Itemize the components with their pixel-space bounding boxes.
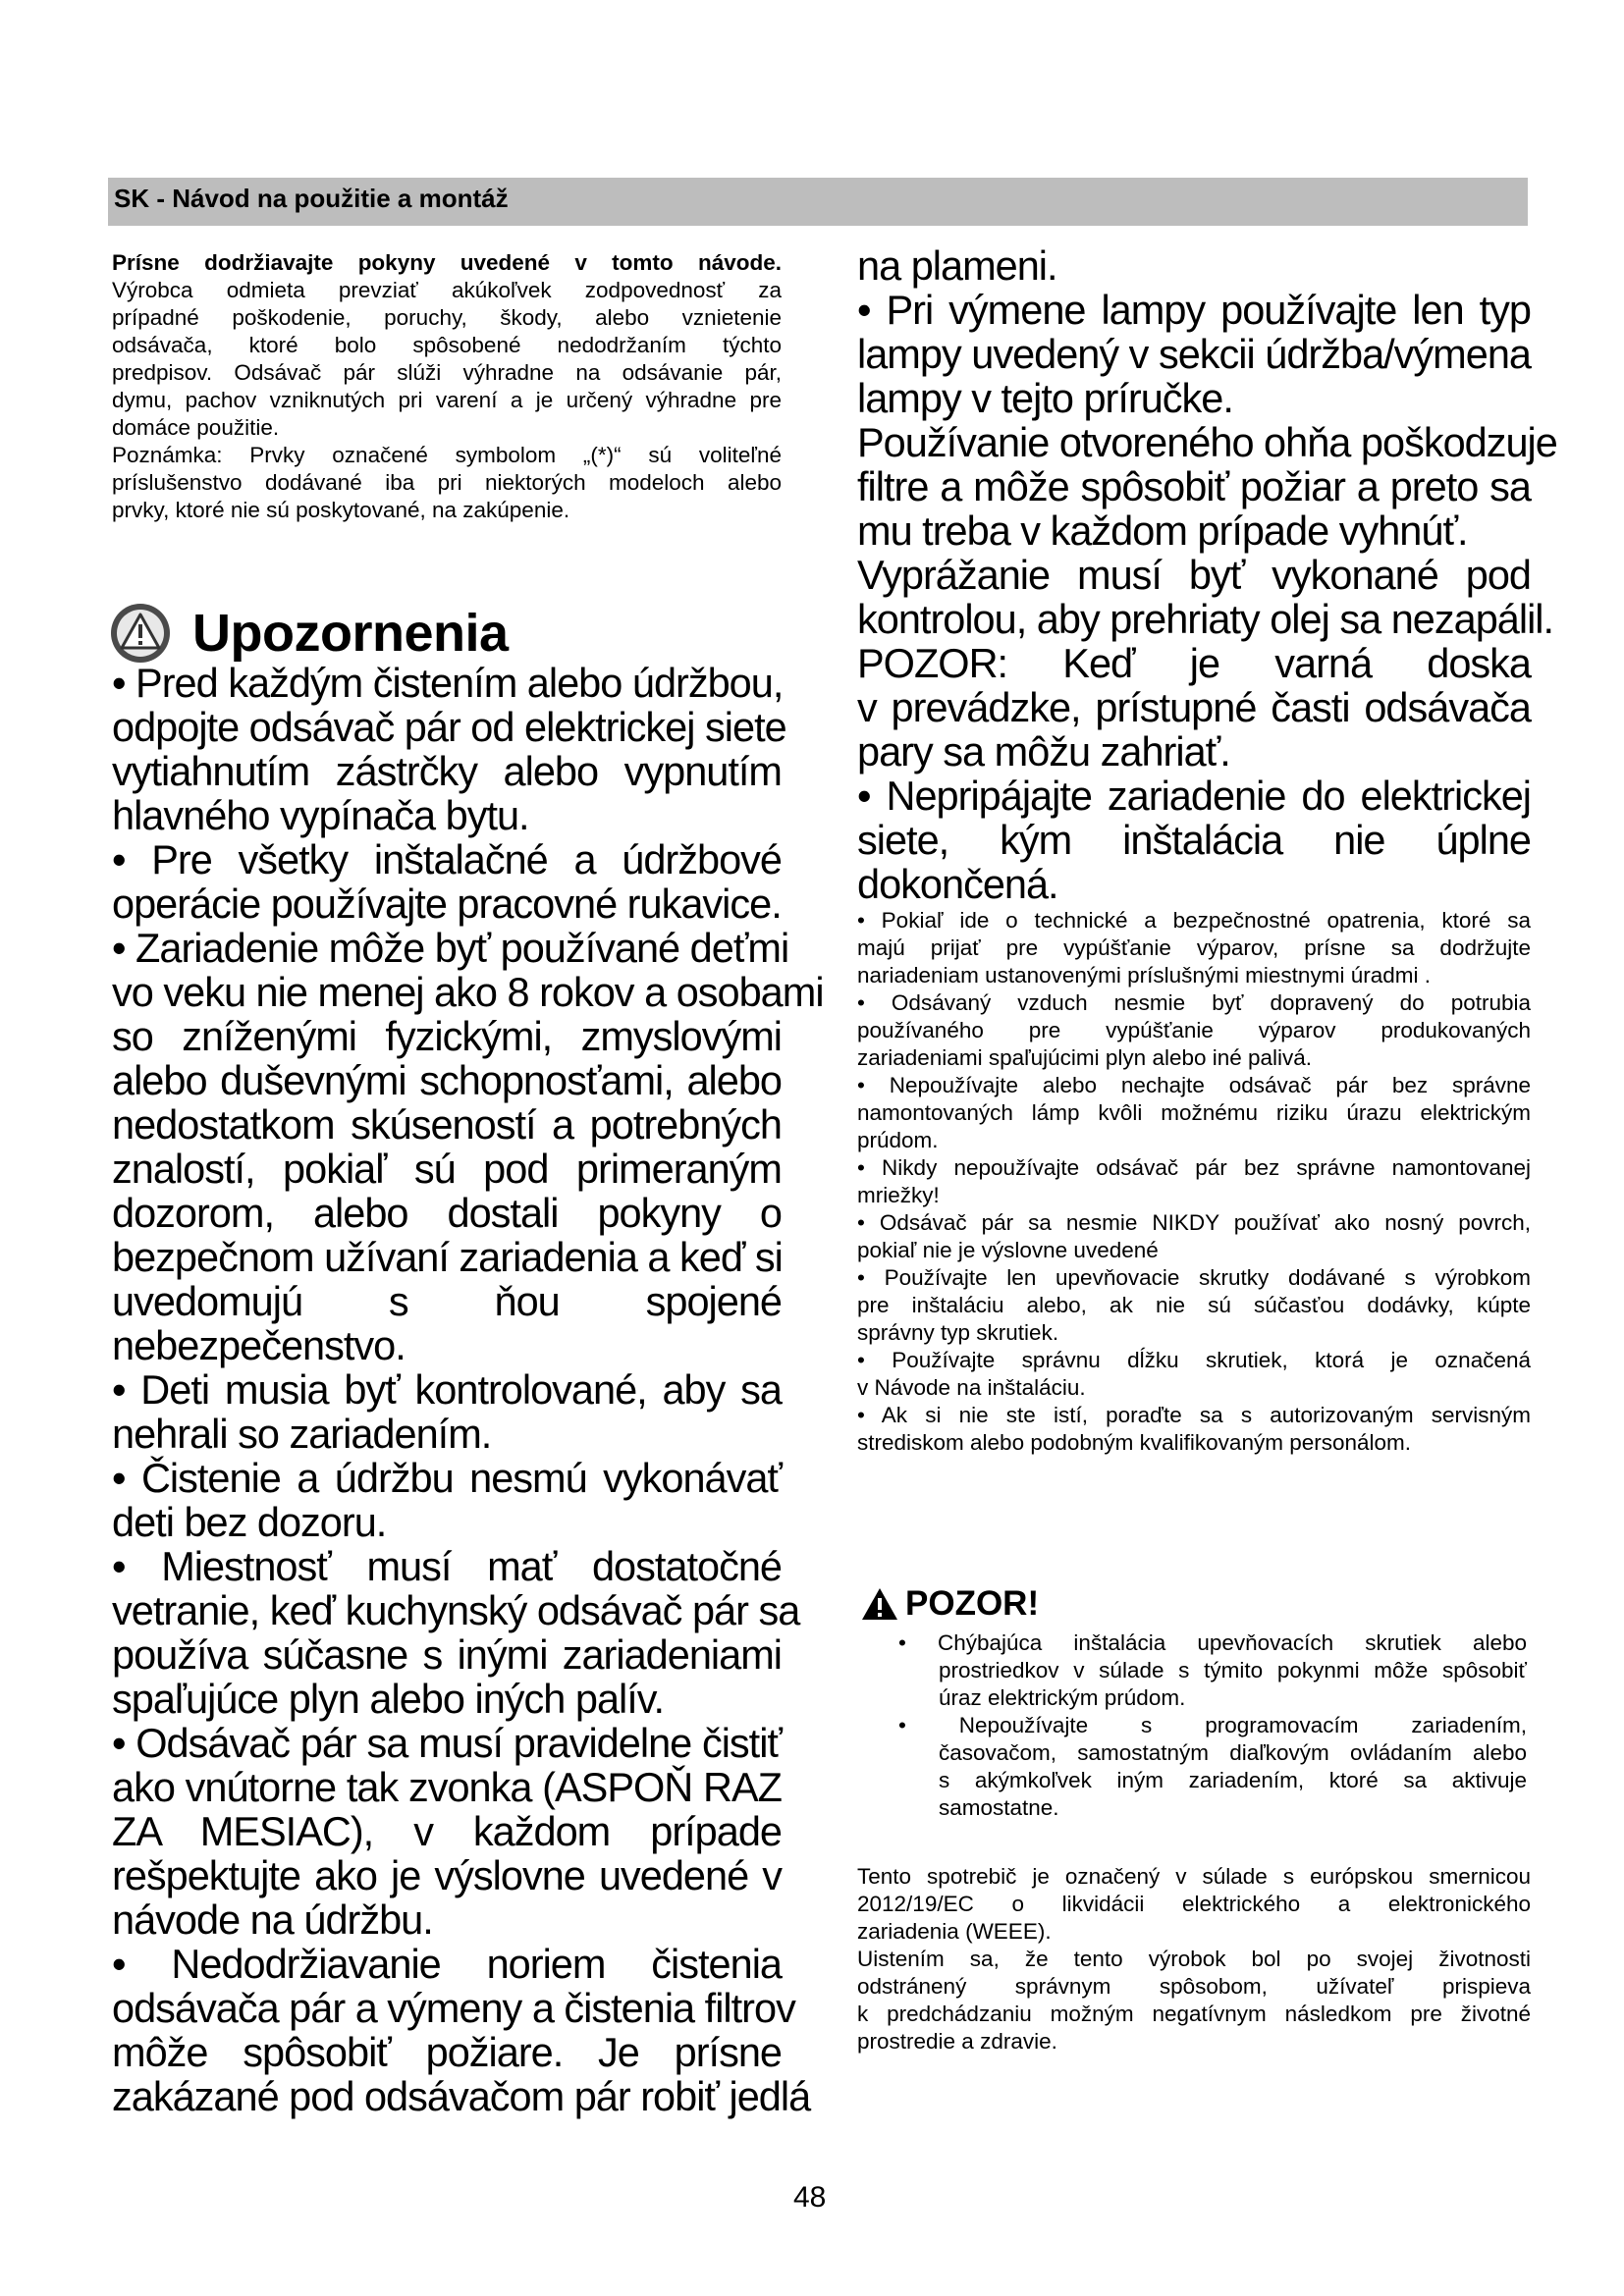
- note-line: príslušenstvo dodávané iba pri niektorých modeloch alebo: [112, 470, 782, 495]
- pozor-line: prostriedkov v súlade s týmito pokynmi môže spôsobiť: [939, 1658, 1527, 1682]
- warning-line: spaľujúce plyn alebo iných palív.: [112, 1676, 665, 1722]
- warning-line: návode na údržbu.: [112, 1896, 433, 1943]
- intro-line: odsávača, ktoré bolo spôsobené nedodržaním týchto: [112, 333, 782, 357]
- warning-line: • Miestnosť musí mať dostatočné: [112, 1543, 782, 1589]
- intro-paragraph: [112, 249, 782, 524]
- warnings-left-column: [112, 660, 824, 2119]
- warning-line: vytiahnutím zástrčky alebo vypnutím: [112, 748, 782, 794]
- note-line: • Používajte správnu dĺžku skrutiek, ktorá je označená: [857, 1348, 1531, 1372]
- section-header-bar: [108, 178, 1528, 226]
- note-line: majú prijať pre vypúšťanie výparov, prísne sa dodržujte: [857, 935, 1531, 960]
- note-line: nariadeniam ustanovenými príslušnými miestnymi úradmi .: [857, 963, 1431, 988]
- warning-line: filtre a môže spôsobiť požiar a preto sa: [857, 463, 1531, 509]
- note-line: • Odsávač pár sa nesmie NIKDY používať ako nosný povrch,: [857, 1210, 1531, 1235]
- warning-icon: [110, 603, 171, 664]
- note-line: používaného pre vypúšťanie výparov produkovaných: [857, 1018, 1531, 1042]
- warning-line: rešpektujte ako je výslovne uvedené v: [112, 1852, 782, 1898]
- page-number: 48: [793, 2181, 827, 2214]
- warning-line: nebezpečenstvo.: [112, 1322, 406, 1368]
- warning-line: odpojte odsávač pár od elektrickej siete: [112, 704, 786, 750]
- warning-line: lampy uvedený v sekcii údržba/výmena: [857, 331, 1531, 377]
- warning-line: bezpečnom užívaní zariadenia a keď si: [112, 1234, 783, 1280]
- weee-line: k predchádzaniu možným negatívnym následkom pre životné: [857, 2002, 1531, 2026]
- warning-line: v prevádzke, prístupné časti odsávača: [857, 684, 1531, 730]
- note-line: namontovaných lámp kvôli možnému riziku úrazu elektrickým: [857, 1100, 1531, 1125]
- warning-line: pary sa môžu zahriať.: [857, 728, 1230, 774]
- note-line: • Používajte len upevňovacie skrutky dodávané s výrobkom: [857, 1265, 1531, 1290]
- warning-line: operácie používajte pracovné rukavice.: [112, 881, 782, 927]
- warning-line: • Pred každým čistením alebo údržbou,: [112, 660, 784, 706]
- pozor-list: [898, 1629, 1527, 1822]
- pozor-line: s akýmkoľvek iným zariadením, ktoré sa aktivuje: [939, 1768, 1527, 1792]
- warning-line: • Nepripájajte zariadenie do elektrickej: [857, 773, 1531, 819]
- warning-line: deti bez dozoru.: [112, 1499, 387, 1545]
- warning-line: hlavného vypínača bytu.: [112, 792, 529, 838]
- note-line: • Odsávaný vzduch nesmie byť dopravený do potrubia: [857, 990, 1531, 1015]
- warning-line: zakázané pod odsávačom pár robiť jedlá: [112, 2073, 811, 2119]
- warning-line: • Odsávač pár sa musí pravidelne čistiť: [112, 1720, 782, 1766]
- pozor-line: • Chýbajúca inštalácia upevňovacích skrutiek alebo: [898, 1630, 1527, 1655]
- safety-notes: [857, 907, 1531, 1457]
- note-line: • Nepoužívajte alebo nechajte odsávač pár bez správne: [857, 1073, 1531, 1097]
- pozor-line: • Nepoužívajte s programovacím zariadením,: [898, 1713, 1527, 1737]
- intro-line: Prísne dodržiavajte pokyny uvedené v tomto návode.: [112, 250, 782, 275]
- warning-line: so zníženými fyzickými, zmyslovými: [112, 1013, 782, 1059]
- note-line: mriežky!: [857, 1183, 940, 1207]
- warning-line: • Čistenie a údržbu nesmú vykonávať: [112, 1455, 782, 1501]
- pozor-line: úraz elektrickým prúdom.: [939, 1685, 1186, 1710]
- warning-triangle-icon: [860, 1586, 899, 1622]
- warning-line: odsávača pár a výmeny a čistenia filtrov: [112, 1985, 795, 2031]
- note-line: zariadeniami spaľujúcimi plyn alebo iné palivá.: [857, 1045, 1313, 1070]
- pozor-heading-text: POZOR!: [905, 1584, 1040, 1623]
- note-line: v Návode na inštaláciu.: [857, 1375, 1086, 1400]
- warnings-heading: [110, 599, 509, 667]
- note-line: • Pokiaľ ide o technické a bezpečnostné opatrenia, ktoré sa: [857, 908, 1531, 933]
- warning-line: alebo duševnými schopnosťami, alebo: [112, 1057, 782, 1103]
- weee-line: odstránený správnym spôsobom, užívateľ prispieva: [857, 1974, 1531, 1999]
- note-line: prúdom.: [857, 1128, 939, 1152]
- section-title: SK - Návod na použitie a montáž: [114, 184, 509, 213]
- warning-line: Vyprážanie musí byť vykonané pod: [857, 552, 1531, 598]
- warning-line: uvedomujú s ňou spojené: [112, 1278, 782, 1324]
- warning-line: POZOR: Keď je varná doska: [857, 640, 1531, 686]
- warning-line: na plameni.: [857, 242, 1057, 289]
- warning-line: ZA MESIAC), v každom prípade: [112, 1808, 782, 1854]
- warnings-heading-text: Upozornenia: [192, 604, 509, 663]
- warning-line: • Zariadenie môže byť používané deťmi: [112, 925, 789, 971]
- warning-line: mu treba v každom prípade vyhnúť.: [857, 507, 1468, 554]
- note-line: • Nikdy nepoužívajte odsávač pár bez správne namontovanej: [857, 1155, 1531, 1180]
- weee-line: prostredie a zdravie.: [857, 2029, 1057, 2054]
- warning-line: používa súčasne s inými zariadeniami: [112, 1631, 782, 1678]
- intro-line: Výrobca odmieta prevziať akúkoľvek zodpovednosť za: [112, 278, 782, 302]
- weee-line: zariadenia (WEEE).: [857, 1919, 1052, 1944]
- warning-line: • Pri výmene lampy používajte len typ: [857, 287, 1531, 333]
- warning-line: • Deti musia byť kontrolované, aby sa: [112, 1366, 782, 1413]
- warning-line: ako vnútorne tak zvonka (ASPOŇ RAZ: [112, 1764, 782, 1810]
- pozor-heading: [860, 1584, 1039, 1624]
- pozor-line: časovačom, samostatným diaľkovým ovládaním alebo: [939, 1740, 1527, 1765]
- note-line: prvky, ktoré nie sú poskytované, na zakúpenie.: [112, 498, 570, 522]
- warning-line: vetranie, keď kuchynský odsávač pár sa: [112, 1587, 800, 1633]
- note-line: správny typ skrutiek.: [857, 1320, 1059, 1345]
- warning-line: kontrolou, aby prehriaty olej sa nezapálil.: [857, 596, 1554, 642]
- warnings-right-column: [857, 242, 1557, 907]
- intro-line: predpisov. Odsávač pár slúži výhradne na odsávanie pár,: [112, 360, 782, 385]
- warning-line: Používanie otvoreného ohňa poškodzuje: [857, 419, 1557, 465]
- warning-line: nedostatkom skúseností a potrebných: [112, 1101, 782, 1148]
- note-line: • Ak si nie ste istí, poraďte sa s autorizovaným servisným: [857, 1403, 1531, 1427]
- intro-line: domáce použitie.: [112, 415, 280, 440]
- intro-line: dymu, pachov vzniknutých pri varení a je určený výhradne pre: [112, 388, 782, 412]
- warning-line: vo veku nie menej ako 8 rokov a osobami: [112, 969, 824, 1015]
- intro-line: prípadné poškodenie, poruchy, škody, alebo vznietenie: [112, 305, 782, 330]
- warning-line: dokončená.: [857, 861, 1058, 907]
- note-line: Poznámka: Prvky označené symbolom „(*)“ sú voliteľné: [112, 443, 782, 467]
- note-line: strediskom alebo podobným kvalifikovaným personálom.: [857, 1430, 1412, 1455]
- weee-notice: [857, 1863, 1531, 2056]
- pozor-line: samostatne.: [939, 1795, 1059, 1820]
- warning-line: znalostí, pokiaľ sú pod primeraným: [112, 1146, 782, 1192]
- weee-line: Tento spotrebič je označený v súlade s európskou smernicou: [857, 1864, 1531, 1889]
- warning-line: • Nedodržiavanie noriem čistenia: [112, 1941, 782, 1987]
- weee-line: 2012/19/EC o likvidácii elektrického a elektronického: [857, 1892, 1531, 1916]
- warning-line: • Pre všetky inštalačné a údržbové: [112, 836, 782, 882]
- warning-line: siete, kým inštalácia nie úplne: [857, 817, 1531, 863]
- warning-line: nehrali so zariadením.: [112, 1411, 492, 1457]
- warning-line: dozorom, alebo dostali pokyny o: [112, 1190, 782, 1236]
- note-line: pre inštaláciu alebo, ak nie sú súčasťou dodávky, kúpte: [857, 1293, 1531, 1317]
- weee-line: Uistením sa, že tento výrobok bol po svojej životnosti: [857, 1947, 1531, 1971]
- note-line: pokiaľ nie je výslovne uvedené: [857, 1238, 1159, 1262]
- warning-line: lampy v tejto príručke.: [857, 375, 1233, 421]
- warning-line: môže spôsobiť požiare. Je prísne: [112, 2029, 782, 2075]
